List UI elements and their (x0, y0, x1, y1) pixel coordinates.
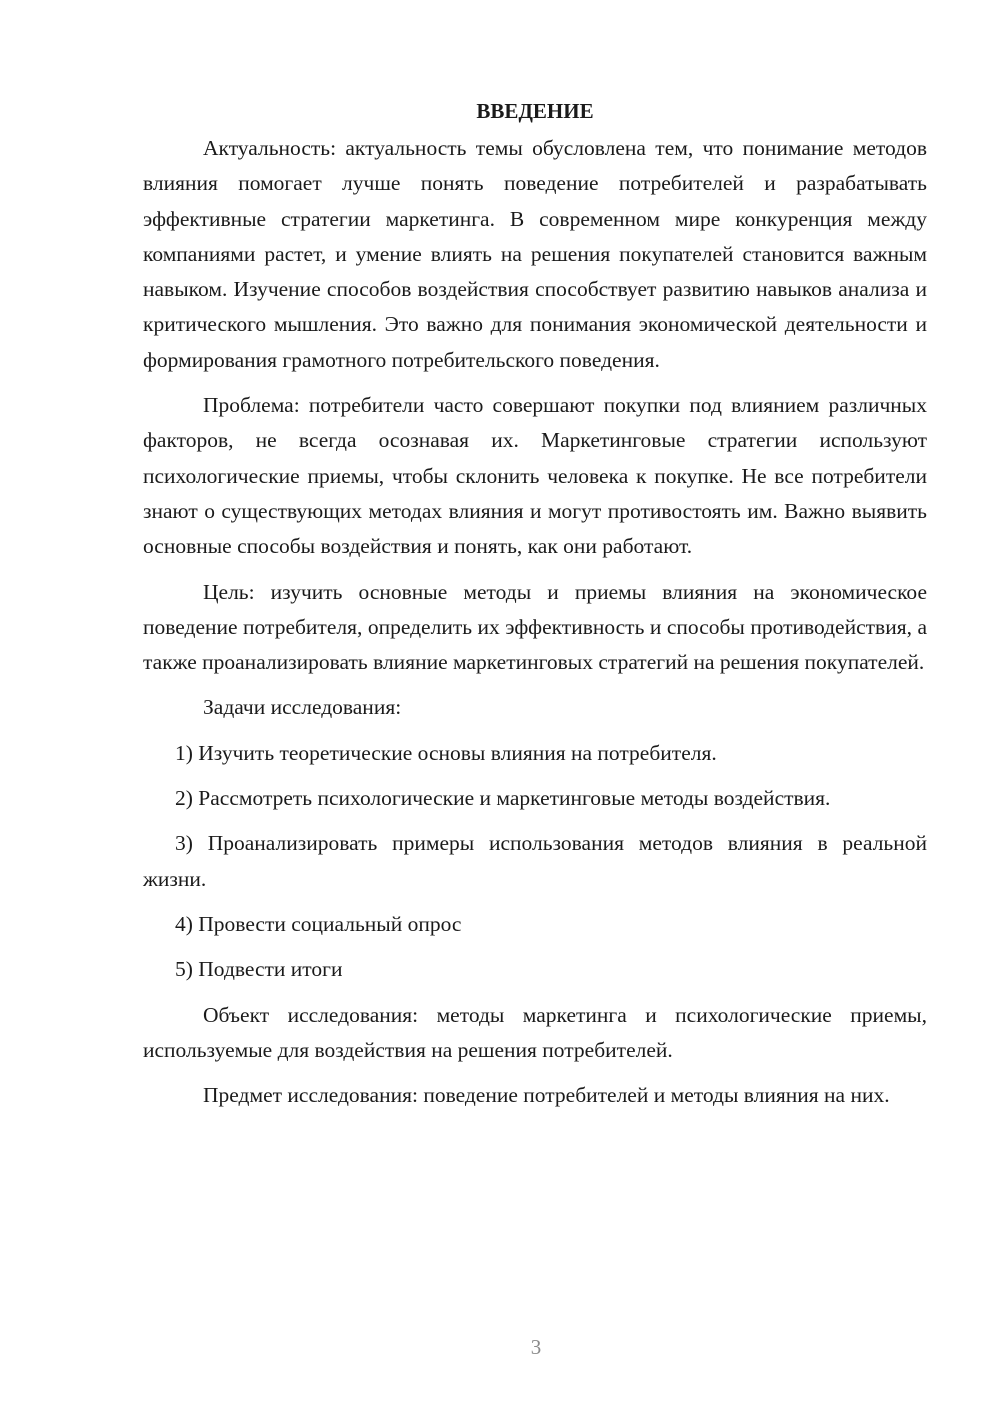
page-content (143, 93, 927, 1123)
task-item: 2) Рассмотреть психологические и маркетинговые методы воздействия. (175, 786, 831, 811)
task-item: 4) Провести социальный опрос (175, 911, 462, 936)
page-number: 3 (530, 1335, 542, 1359)
paragraph-relevance: Актуальность: актуальность темы обусловлена тем, что понимание методов влияния помогает лучше понять поведение потребителей и разрабатывать эффективные стратегии маркетинга. В современном мире конкуренция между компаниями растет, и умение влиять на решения покупателей становится важным навыком. Изучение способов воздействия способствует развитию навыков анализа и критического мышления. Это важно для понимания экономической деятельности и формирования грамотного потребительского поведения. (143, 136, 927, 372)
task-item: 5) Подвести итоги (175, 957, 343, 982)
paragraph-goal: Цель: изучить основные методы и приемы влияния на экономическое поведение потребителя, определить их эффективность и способы противодействия, а также проанализировать влияние маркетинговых стратегий на решения покупателей. (143, 579, 927, 675)
page-title: ВВЕДЕНИЕ (476, 99, 594, 123)
paragraph-problem: Проблема: потребители часто совершают покупки под влиянием различных факторов, не всегда осознавая их. Маркетинговые стратегии используют психологические приемы, чтобы склонить человека к покупке. Не все потребители знают о существующих методах влияния и могут противостоять им. Важно выявить основные способы воздействия и понять, как они работают. (143, 393, 927, 559)
task-item: 1) Изучить теоретические основы влияния на потребителя. (175, 740, 717, 765)
task-item: 3) Проанализировать примеры использования методов влияния в реальной жизни. (143, 831, 927, 891)
tasks-heading: Задачи исследования: (203, 695, 402, 720)
paragraph-subject: Предмет исследования: поведение потребителей и методы влияния на них. (203, 1083, 890, 1108)
paragraph-object: Объект исследования: методы маркетинга и психологические приемы, используемые для воздействия на решения потребителей. (143, 1002, 927, 1062)
